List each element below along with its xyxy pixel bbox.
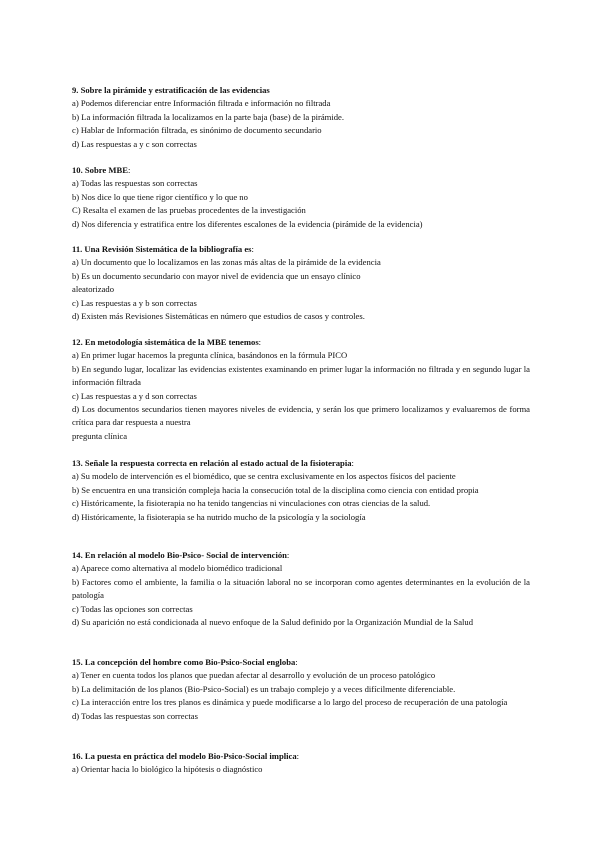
question-13 xyxy=(72,457,530,524)
answer-option: b) Se encuentra en una transición compleja hacia la consecución total de la disciplina como ciencia con entidad propia xyxy=(72,484,479,495)
question-11 xyxy=(72,243,530,323)
question-14 xyxy=(72,549,530,629)
question-10 xyxy=(72,164,530,231)
answer-option: d) Los documentos secundarios tienen mayores niveles de evidencia, y serán los que primero localizamos y evaluaremos de forma crítica para dar respuesta a nuestra xyxy=(72,404,530,428)
answer-option-continuation: pregunta clínica xyxy=(72,430,128,441)
answer-option: b) Factores como el ambiente, la familia o la situación laboral no se incorporan como agentes determinantes en la evolución de la patología xyxy=(72,576,530,601)
answer-option: a) Orientar hacia lo biológico la hipótesis o diagnóstico xyxy=(72,764,263,775)
answer-option: C) Resalta el examen de las pruebas procedentes de la investigación xyxy=(72,205,306,216)
answer-option: d) Históricamente, la fisioterapia se ha nutrido mucho de la psicología y la sociología xyxy=(72,511,366,522)
question-title: 9. Sobre la pirámide y estratificación de las evidencias xyxy=(72,85,270,95)
answer-option: d) Su aparición no está condicionada al nuevo enfoque de la Salud definido por la Organización Mundial de la Salud xyxy=(72,617,474,628)
question-15 xyxy=(72,656,530,723)
answer-option: c) La interacción entre los tres planos es dinámica y puede modificarse a lo largo del proceso de recuperación de una patología xyxy=(72,697,508,708)
question-title: 12. En metodología sistemática de la MBE tenemos: xyxy=(72,337,262,347)
question-12 xyxy=(72,336,530,443)
answer-option: b) La delimitación de los planos (Bio-Psico-Social) es un trabajo complejo y a veces difícilmente diferenciable. xyxy=(72,683,456,694)
answer-option: d) Existen más Revisiones Sistemáticas en número que estudios de casos y controles. xyxy=(72,311,365,322)
question-title: 11. Una Revisión Sistemática de la bibliografía es: xyxy=(72,244,254,254)
answer-option: c) Las respuestas a y d son correctas xyxy=(72,390,197,401)
answer-option: a) Aparece como alternativa al modelo biomédico tradicional xyxy=(72,563,283,574)
answer-option: c) Históricamente, la fisioterapia no ha tenido tangencias ni vinculaciones con otras ciencias de la salud. xyxy=(72,498,431,509)
answer-option: d) Todas las respuestas son correctas xyxy=(72,710,198,721)
answer-option: c) Todas las opciones son correctas xyxy=(72,603,193,614)
question-9 xyxy=(72,84,530,151)
answer-option: c) Las respuestas a y b son correctas xyxy=(72,297,197,308)
answer-option: c) Hablar de Información filtrada, es sinónimo de documento secundario xyxy=(72,125,322,136)
question-16 xyxy=(72,750,530,777)
answer-option: a) Su modelo de intervención es el biomédico, que se centra exclusivamente en los aspectos físicos del paciente xyxy=(72,471,456,482)
question-title: 13. Señale la respuesta correcta en relación al estado actual de la fisioterapia: xyxy=(72,458,354,468)
answer-option: a) Un documento que lo localizamos en las zonas más altas de la pirámide de la evidencia xyxy=(72,257,381,268)
question-title: 14. En relación al modelo Bio-Psico- Social de intervención: xyxy=(72,550,290,560)
question-title: 10. Sobre MBE: xyxy=(72,165,131,175)
answer-option: d) Las respuestas a y c son correctas xyxy=(72,138,197,149)
answer-option: b) La información filtrada la localizamos en la parte baja (base) de la pirámide. xyxy=(72,111,345,122)
answer-option: a) Podemos diferenciar entre Información filtrada e información no filtrada xyxy=(72,98,331,109)
answer-option: a) En primer lugar hacemos la pregunta clínica, basándonos en la fórmula PICO xyxy=(72,350,348,361)
answer-option: b) Es un documento secundario con mayor nivel de evidencia que un ensayo clínico xyxy=(72,270,361,281)
answer-option: b) En segundo lugar, localizar las evidencias existentes examinando en primer lugar la información no filtrada y en segundo lugar la información filtrada xyxy=(72,363,530,388)
answer-option: a) Todas las respuestas son correctas xyxy=(72,178,198,189)
question-title: 15. La concepción del hombre como Bio-Psico-Social engloba: xyxy=(72,657,298,667)
answer-option: a) Tener en cuenta todos los planos que puedan afectar al desarrollo y evolución de un proceso patológico xyxy=(72,670,436,681)
answer-option: b) Nos dice lo que tiene rigor científico y lo que no xyxy=(72,191,248,202)
answer-option-continuation: aleatorizado xyxy=(72,284,114,295)
question-title: 16. La puesta en práctica del modelo Bio-Psico-Social implica: xyxy=(72,751,300,761)
answer-option: d) Nos diferencia y estratifica entre los diferentes escalones de la evidencia (pirámide de la evidencia) xyxy=(72,218,423,229)
